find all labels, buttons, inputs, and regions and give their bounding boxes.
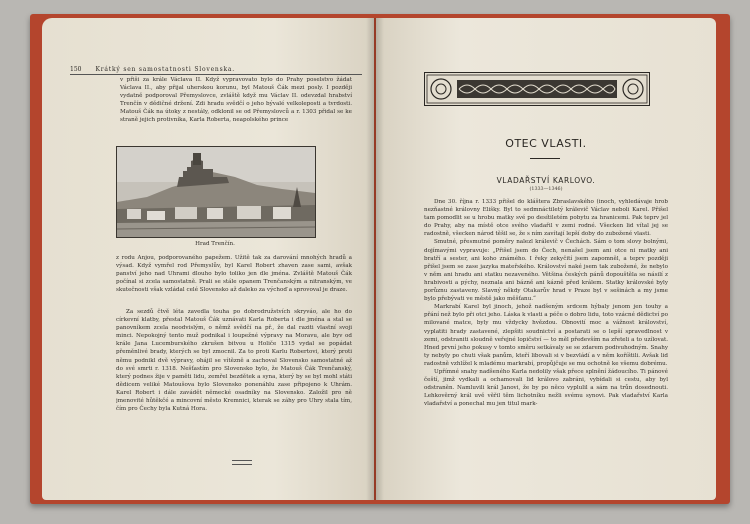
right-paragraph-3: Markrabí Karel byl jinoch, jehož nadšeným srdcem hýbaly jenom jen touhy a přání než bylo při otci jeho. Láska k vlasti a péče o dobro lidu, toto vzácné dědictví po milované matce, byly mu vždycky hvězdou. Obnovití moc a vážnost království, vyplatiti hrady zastavené, zlepšiti soudnictví a postarati se o lepší spravedlnost v zemi, odstraniti sloudně veřejné lopičství — to měl především na zřeteli a to uzílovat. Hned první jeho pokusy v tomto směru setkávaly se se zdarem podivuhodným. Snahy ty nebyly po chuti však panům, kteří libovali si v bezvládí a v něm koříštili. Avšak lid radostně vzhlížel k mladému markrabí, propůjčuje se mu ochotně ke všemu dobrému. — [424, 304, 668, 367]
left-top-paragraph: v přiši za krále Václava II. Když vypravovato bylo do Prahy poselstvo žádat Václava II., aby přijal uherskou korunu, byl Matouš Čák mezi posly. I později vydatně podporoval Přemyslovce, zvláště když mu Václav II. odevzdal hrabství Trenčín v dědičné držení. Zdi hradu svědčí o jeho bývalé velkoleposti a tvrdosti. Matouš Čák na útoky z nestály, odklonil se od Přemyslovců a r. 1303 přidal se ke straně jejich protivníka, Karla Roberta, neapolského prince — [120, 77, 352, 124]
section-title: VLADAŘSTVÍ KARLOVO. — [496, 176, 596, 185]
section-years: (1333—1346) — [529, 187, 563, 192]
left-paragraph-2: Za sezdů čtvě léta zavedla touha po dobrodružstvích skryváo, ale ho do církevní klatby, přestal Matouš Čák uznávati Karla Roberta i dle jména a stal se panovníkem zcela neodvislým, o němž svědčí na př., že dal raziti vlastní svoji minci. Nepokojný tento muž podnikal i loupežné výpravy na Moravu, ale byv od krále Jana Lucemburského zkrušen bitvou u Holiče 1315 vydal se popádat přeměnlivé brady, kterých se byl zmocnil. Za to proti Karlu Robertovi, který proti němu podnikl dvě výpravy, ohájil se vítězně a zachoval Slovensko samostatné až do své smrti r. 1318. Nešťastím pro Slovensko bylo, že Matouš Čák Trenčanský, který podnes žije v paměti lidu, zemřel bezdětek a syna, který by se byl mohl státi dědicem veliké Matoušova bylo Slovensko ponenáhlu zase připojeno k Uhrám. Karel Robert i dále zavádět německé osadníky na Slovensko. Založil pro ně jmenovité hůtěkčé a mincovní město Kremnici, kterak se záhy pro Uhry stala tím, čím pro Čechy byla Kutná Hora. — [116, 309, 352, 413]
chapter-title: OTEC VLASTI. — [505, 137, 587, 150]
right-paragraph-2: Smutné, přesmutné poměry nalezl králevič v Čechách. Sám o tom slovy bolnými, dojímavými vypravuje: „Přišel jsem do Čech, nenašel jsem ani otce ni matky ani bratří a sester, ani koho známého. I řeky zekyčití jsem zapomněl, a teprv později přišel jsem se zase jazyka mateřského. Království naké jsem tak zubožené, že nebylo v něm ani hradu ani statku nezaveného. Většina českých pánů dopouštěla se násilí z hrabivosti a pýchy, neznala ani bázně ani kázně před králem. Statky královské byly porůznu zastaveny. Slavný někdy Otakarův hrad v Praze byl v sešinách a my jsme bylo přebývati ve městě jako měšťanu.“ — [424, 239, 668, 303]
running-head-title: Krátký sen samostatnosti Slovenska. — [95, 66, 236, 73]
trencin-castle-photo — [116, 146, 316, 238]
left-paragraph-1: z rodu Anjou, podporovaného papežem. Užitě tak za darování mnohých hradů a výsad. Když vymřel rod Přemyslův, byl Karel Robert zhaven zase sami, avšak panství jeho nad Uhrami dlouho bylo toliko jen dle jména. Zvláště Matouš Čák počínal si zcela samostatně. Prali se stále opanem Trenčanským a nitranským, ve skutečnosti však vzládal celé Slovensko až daleko za výchoď a sprovoval je draze. — [116, 255, 352, 294]
title-rule — [530, 158, 560, 159]
book-gutter — [366, 18, 384, 500]
section-divider — [232, 460, 252, 465]
right-text-block — [424, 198, 668, 492]
page-number: 150 — [70, 66, 82, 73]
right-paragraph-1: Dne 30. října r. 1333 přišel do kláštera Zbraslavského (inoch, vyhledávaje hrob nezňastné královny Elišky. Byl to sedmnáctiletý králevič Václav neboli Karel. Přišel tam pomodlit se u hrobu matky své po desítiletém pobytu za hranicemi. Pak teprv jel do Prahy, aby na místě otce svého vladařil v zemi rodné. Všecken lid vítal jej se radostně, všecken národ těšil se, že s ním zavítají lepší doby do zubožené vlasti. — [424, 199, 668, 238]
photo-caption: Hrad Trenčín. — [195, 241, 235, 247]
right-paragraph-4: Upřímné snahy nadšeného Karla nedolily však přece splnění žádoucího. Ti pánové čeští, jimž vydkali a ochamovali lid královo zabráni, vybídali si cestu, aby byl odstraněn. Namluvili král Janovi, že by po něco vyplulil a sám na trůn dosednouti. Lehkověrný král uvě věřil těm lichotníku nežli svému synovi. Pak vladařství Karla vladařství a ponechal mu jen titul mark- — [424, 368, 668, 408]
running-header — [70, 66, 362, 75]
chapter-ornament — [424, 72, 650, 106]
